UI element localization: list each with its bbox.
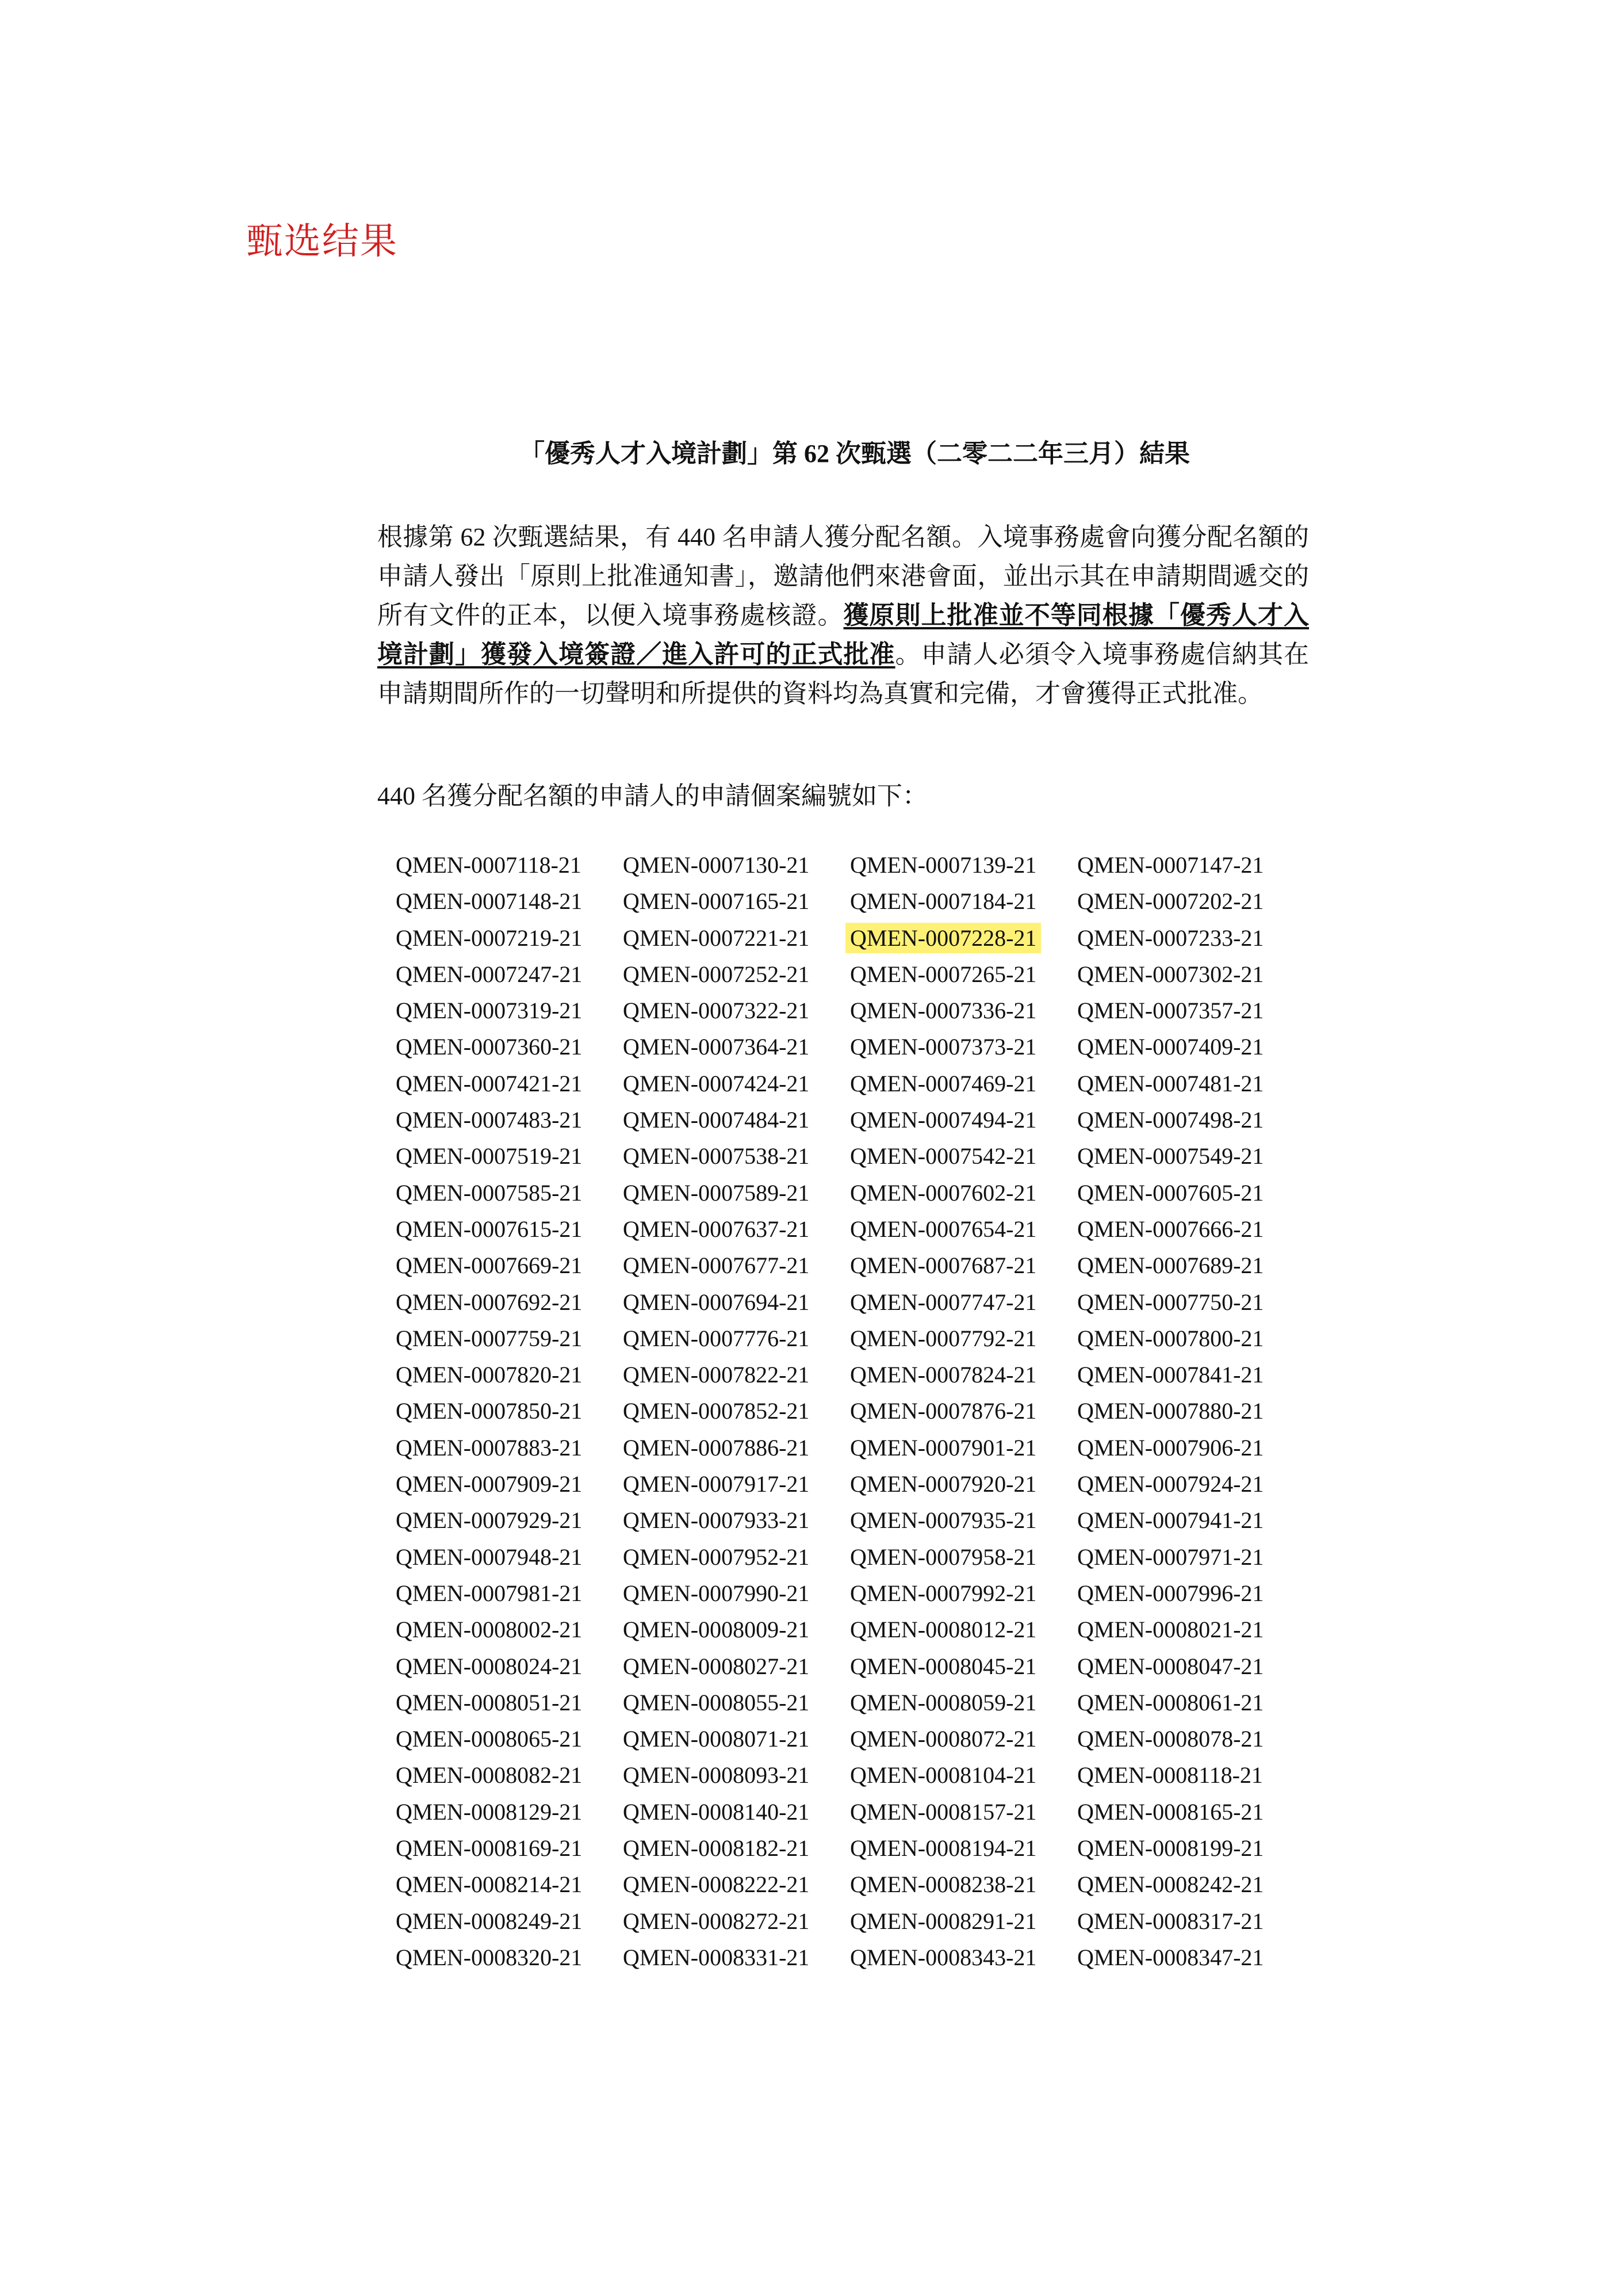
- case-number-text: QMEN-0007421-21: [396, 1070, 583, 1097]
- case-number-text: QMEN-0008009-21: [623, 1617, 810, 1643]
- case-number-text: QMEN-0007929-21: [396, 1507, 583, 1534]
- case-number-text: QMEN-0007792-21: [850, 1325, 1037, 1351]
- case-number: [380, 1466, 607, 1502]
- case-number: [834, 1903, 1061, 1939]
- case-number-text: QMEN-0007694-21: [623, 1289, 810, 1315]
- case-number: [380, 1102, 607, 1138]
- case-number-text: QMEN-0007906-21: [1077, 1434, 1264, 1461]
- case-number-text: QMEN-0007373-21: [850, 1034, 1037, 1060]
- case-number-text: QMEN-0008347-21: [1077, 1944, 1264, 1970]
- case-number: [607, 1502, 834, 1538]
- case-number: [380, 1684, 607, 1721]
- case-number: [607, 1648, 834, 1684]
- case-number-text: QMEN-0008140-21: [623, 1798, 810, 1825]
- case-number: [834, 1430, 1061, 1466]
- case-number: [1061, 1794, 1288, 1830]
- case-number: [607, 1611, 834, 1648]
- case-number: [380, 1648, 607, 1684]
- case-number: [607, 1794, 834, 1830]
- case-number: [607, 1247, 834, 1283]
- case-number: [380, 1939, 607, 1976]
- case-number-text: QMEN-0007219-21: [396, 924, 583, 951]
- case-number-text: QMEN-0007483-21: [396, 1107, 583, 1133]
- case-number: [834, 1138, 1061, 1174]
- case-number: [607, 1757, 834, 1793]
- case-number: [607, 1065, 834, 1102]
- case-number-text: QMEN-0007615-21: [396, 1216, 583, 1242]
- case-number-text: QMEN-0007917-21: [623, 1471, 810, 1497]
- case-number: [1061, 1357, 1288, 1393]
- case-number: [380, 1866, 607, 1902]
- intro-paragraph: [377, 518, 1309, 713]
- case-number-text: QMEN-0008061-21: [1077, 1689, 1264, 1716]
- case-number-text: QMEN-0007118-21: [396, 852, 581, 878]
- case-number-text: QMEN-0007481-21: [1077, 1070, 1264, 1097]
- case-number-text: QMEN-0007800-21: [1077, 1325, 1264, 1351]
- case-number: [834, 1648, 1061, 1684]
- case-number: [1061, 1029, 1288, 1065]
- case-number-text: QMEN-0007677-21: [623, 1252, 810, 1279]
- case-number-text: QMEN-0007941-21: [1077, 1507, 1264, 1534]
- case-number: [380, 1284, 607, 1320]
- case-number-text: QMEN-0007822-21: [623, 1362, 810, 1388]
- case-number-text: QMEN-0007498-21: [1077, 1107, 1264, 1133]
- case-number-text: QMEN-0007992-21: [850, 1580, 1037, 1606]
- case-number: [607, 1903, 834, 1939]
- case-number-text: QMEN-0007494-21: [850, 1107, 1037, 1133]
- case-number: [834, 1939, 1061, 1976]
- case-number-text: QMEN-0008291-21: [850, 1908, 1037, 1934]
- case-number-text: QMEN-0008238-21: [850, 1871, 1037, 1898]
- case-number: [607, 920, 834, 956]
- case-number-text: QMEN-0008222-21: [623, 1871, 810, 1898]
- case-number-text: QMEN-0008055-21: [623, 1689, 810, 1716]
- case-number: [607, 1684, 834, 1721]
- case-number: [380, 920, 607, 956]
- case-number-text: QMEN-0007750-21: [1077, 1289, 1264, 1315]
- case-number-text: QMEN-0007948-21: [396, 1544, 583, 1570]
- case-number-text: QMEN-0008272-21: [623, 1908, 810, 1934]
- case-number-text: QMEN-0007202-21: [1077, 888, 1264, 915]
- case-number-text: QMEN-0007247-21: [396, 961, 583, 987]
- case-number: [607, 1830, 834, 1866]
- case-number: [607, 1721, 834, 1757]
- case-list-heading: 440 名獲分配名額的申請人的申請個案編號如下：: [377, 782, 928, 810]
- case-number: [834, 847, 1061, 883]
- case-number: [834, 1611, 1061, 1648]
- case-number-text: QMEN-0007322-21: [623, 998, 810, 1024]
- case-number: [380, 1029, 607, 1065]
- case-number: [834, 1175, 1061, 1211]
- case-number: [834, 1102, 1061, 1138]
- case-number: [834, 956, 1061, 992]
- case-number-text: QMEN-0007221-21: [623, 924, 810, 951]
- case-number: [380, 883, 607, 919]
- case-number-text: QMEN-0008320-21: [396, 1944, 583, 1970]
- case-number: [380, 992, 607, 1029]
- case-number: [834, 1684, 1061, 1721]
- case-number: [1061, 1684, 1288, 1721]
- case-number: [834, 1502, 1061, 1538]
- case-number: [1061, 1247, 1288, 1283]
- case-number: [834, 1065, 1061, 1102]
- intro-emphasis: 獲原則上批准並不等同根據「優秀人才入境計劃」獲發入境簽證／進入許可的正式批准: [377, 601, 1309, 668]
- case-number: [834, 1575, 1061, 1611]
- case-number: [380, 1721, 607, 1757]
- case-number: [1061, 1721, 1288, 1757]
- case-number: [834, 1247, 1061, 1283]
- case-number-text: QMEN-0008169-21: [396, 1835, 583, 1862]
- case-number-text: QMEN-0007759-21: [396, 1325, 583, 1351]
- case-number: [834, 1866, 1061, 1902]
- case-number-text: QMEN-0007841-21: [1077, 1362, 1264, 1388]
- case-number: [834, 1466, 1061, 1502]
- intro-text: 根據第 62 次甄選結果，有 440 名申請人獲分配名額。入境事務處會向獲分配名額的申請人發出「原則上批准通知書」，邀請他們來港會面，並出示其在申請期間遞交的所有文件的正本，以便入境事務處核證。: [377, 523, 1309, 629]
- page-header: 甄选结果: [246, 221, 398, 262]
- case-number: [607, 956, 834, 992]
- case-number-text: QMEN-0008012-21: [850, 1617, 1037, 1643]
- case-number-text: QMEN-0008047-21: [1077, 1653, 1264, 1679]
- case-number-text: QMEN-0007605-21: [1077, 1179, 1264, 1206]
- case-number-text: QMEN-0008182-21: [623, 1835, 810, 1862]
- case-number-text: QMEN-0007920-21: [850, 1471, 1037, 1497]
- case-number-text: QMEN-0007692-21: [396, 1289, 583, 1315]
- case-number: [834, 1794, 1061, 1830]
- case-number: [607, 1138, 834, 1174]
- case-number-text: QMEN-0007850-21: [396, 1398, 583, 1424]
- case-number-text: QMEN-0007886-21: [623, 1434, 810, 1461]
- case-number-text: QMEN-0008045-21: [850, 1653, 1037, 1679]
- case-number-text: QMEN-0007990-21: [623, 1580, 810, 1606]
- case-number-text: QMEN-0007484-21: [623, 1107, 810, 1133]
- case-number-text: QMEN-0008317-21: [1077, 1908, 1264, 1934]
- case-number-text: QMEN-0007469-21: [850, 1070, 1037, 1097]
- case-number-text: QMEN-0007364-21: [623, 1034, 810, 1060]
- case-number-text: QMEN-0007542-21: [850, 1143, 1037, 1170]
- case-number-text: QMEN-0007184-21: [850, 888, 1037, 915]
- case-number-grid: [380, 847, 1300, 1976]
- case-number: [380, 1575, 607, 1611]
- intro-text-end: 。申請人必須令入境事務處信納其在申請期間所作的一切聲明和所提供的資料均為真實和完備，才會獲得正式批准。: [377, 640, 1310, 708]
- case-number-text: QMEN-0007876-21: [850, 1398, 1037, 1424]
- case-number-text: QMEN-0008199-21: [1077, 1835, 1264, 1862]
- case-number: [1061, 1284, 1288, 1320]
- case-number: [607, 1866, 834, 1902]
- case-number: [607, 883, 834, 919]
- case-number-text: QMEN-0007336-21: [850, 998, 1037, 1024]
- case-number: [380, 1539, 607, 1575]
- case-number-text: QMEN-0007302-21: [1077, 961, 1264, 987]
- case-number: [380, 1138, 607, 1174]
- case-number: [834, 1357, 1061, 1393]
- case-number: [607, 1939, 834, 1976]
- case-number-text: QMEN-0008104-21: [850, 1762, 1037, 1789]
- case-number-text: QMEN-0008331-21: [623, 1944, 810, 1970]
- case-number-text: QMEN-0008059-21: [850, 1689, 1037, 1716]
- case-number: [1061, 1466, 1288, 1502]
- case-number-text: QMEN-0007689-21: [1077, 1252, 1264, 1279]
- case-number-text: QMEN-0008165-21: [1077, 1798, 1264, 1825]
- case-number: [1061, 992, 1288, 1029]
- case-number: [380, 1794, 607, 1830]
- case-number-text: QMEN-0007130-21: [623, 852, 810, 878]
- case-number-text: QMEN-0007147-21: [1077, 852, 1264, 878]
- case-number: [834, 1539, 1061, 1575]
- case-number-text: QMEN-0008249-21: [396, 1908, 583, 1934]
- case-number-text: QMEN-0007519-21: [396, 1143, 583, 1170]
- case-number-text: QMEN-0007654-21: [850, 1216, 1037, 1242]
- case-number-text: QMEN-0007933-21: [623, 1507, 810, 1534]
- case-number-text: QMEN-0007409-21: [1077, 1034, 1264, 1060]
- case-number-text: QMEN-0007880-21: [1077, 1398, 1264, 1424]
- case-number-text: QMEN-0008118-21: [1077, 1762, 1263, 1789]
- case-number: [607, 1284, 834, 1320]
- case-number: [607, 1211, 834, 1247]
- case-number-text: QMEN-0008024-21: [396, 1653, 583, 1679]
- case-number: [834, 1830, 1061, 1866]
- case-number-text: QMEN-0007549-21: [1077, 1143, 1264, 1170]
- case-number: [607, 992, 834, 1029]
- case-number: [1061, 1430, 1288, 1466]
- case-number: [607, 1029, 834, 1065]
- case-number: [607, 1102, 834, 1138]
- case-number: [1061, 1320, 1288, 1357]
- case-number: [1061, 1866, 1288, 1902]
- case-number: [607, 1539, 834, 1575]
- case-number-text: QMEN-0007909-21: [396, 1471, 583, 1497]
- case-number-text: QMEN-0007148-21: [396, 888, 583, 915]
- case-number: [1061, 1211, 1288, 1247]
- case-number: [380, 1830, 607, 1866]
- case-number: [380, 1393, 607, 1429]
- case-number: [834, 883, 1061, 919]
- case-number-text: QMEN-0008242-21: [1077, 1871, 1264, 1898]
- case-number-text: QMEN-0007538-21: [623, 1143, 810, 1170]
- case-number: [380, 1502, 607, 1538]
- case-number: [607, 1357, 834, 1393]
- case-number: [1061, 1830, 1288, 1866]
- case-number: [834, 992, 1061, 1029]
- case-number: [1061, 1539, 1288, 1575]
- case-number-text: QMEN-0007165-21: [623, 888, 810, 915]
- case-number-text: QMEN-0007252-21: [623, 961, 810, 987]
- case-number-text: QMEN-0007852-21: [623, 1398, 810, 1424]
- document-title: 「優秀人才入境計劃」第 62 次甄選（二零二二年三月）結果: [519, 440, 1190, 468]
- case-number-text: QMEN-0007357-21: [1077, 998, 1264, 1024]
- case-number-text: QMEN-0007687-21: [850, 1252, 1037, 1279]
- case-number-text: QMEN-0007360-21: [396, 1034, 583, 1060]
- case-number: [380, 1757, 607, 1793]
- case-number: [607, 1430, 834, 1466]
- case-number: [1061, 1138, 1288, 1174]
- case-number: [607, 1575, 834, 1611]
- case-number: [1061, 883, 1288, 919]
- case-number-text: QMEN-0008214-21: [396, 1871, 583, 1898]
- case-number-text: QMEN-0007669-21: [396, 1252, 583, 1279]
- case-number: [1061, 1502, 1288, 1538]
- case-number-text: QMEN-0007666-21: [1077, 1216, 1264, 1242]
- case-number: [380, 1611, 607, 1648]
- case-number: [1061, 1065, 1288, 1102]
- case-number-text: QMEN-0008071-21: [623, 1726, 810, 1752]
- case-number-text: QMEN-0008021-21: [1077, 1617, 1264, 1643]
- case-number: [607, 1320, 834, 1357]
- case-number-text: QMEN-0007602-21: [850, 1179, 1037, 1206]
- case-number-text: QMEN-0007958-21: [850, 1544, 1037, 1570]
- case-number: [834, 1721, 1061, 1757]
- case-number: [1061, 1575, 1288, 1611]
- case-number-text: QMEN-0007139-21: [850, 852, 1037, 878]
- case-number-text: QMEN-0007996-21: [1077, 1580, 1264, 1606]
- case-number-text: QMEN-0008065-21: [396, 1726, 583, 1752]
- case-number-text: QMEN-0007824-21: [850, 1362, 1037, 1388]
- case-number-text: QMEN-0008051-21: [396, 1689, 583, 1716]
- case-number-text: QMEN-0008343-21: [850, 1944, 1037, 1970]
- case-number-text: QMEN-0007319-21: [396, 998, 583, 1024]
- case-number: [380, 1320, 607, 1357]
- case-number: [834, 1320, 1061, 1357]
- case-number: [1061, 1757, 1288, 1793]
- case-number: [607, 847, 834, 883]
- case-number-text: QMEN-0007637-21: [623, 1216, 810, 1242]
- case-number: [380, 1430, 607, 1466]
- case-number: [1061, 1175, 1288, 1211]
- case-number: [1061, 1648, 1288, 1684]
- case-number-text: QMEN-0007820-21: [396, 1362, 583, 1388]
- case-number-text: QMEN-0008072-21: [850, 1726, 1037, 1752]
- case-number: [1061, 920, 1288, 956]
- case-number-text: QMEN-0007589-21: [623, 1179, 810, 1206]
- case-number-text: QMEN-0007233-21: [1077, 924, 1264, 951]
- case-number: [834, 1211, 1061, 1247]
- case-number: [834, 1029, 1061, 1065]
- case-number-text: QMEN-0008157-21: [850, 1798, 1037, 1825]
- case-number: [1061, 1102, 1288, 1138]
- case-number-text: QMEN-0007971-21: [1077, 1544, 1264, 1570]
- case-number-text: QMEN-0008093-21: [623, 1762, 810, 1789]
- case-number-text: QMEN-0008002-21: [396, 1617, 583, 1643]
- case-number-text: QMEN-0007424-21: [623, 1070, 810, 1097]
- case-number-text: QMEN-0007585-21: [396, 1179, 583, 1206]
- case-number-text: QMEN-0007924-21: [1077, 1471, 1264, 1497]
- case-number: [1061, 956, 1288, 992]
- case-number: [380, 1357, 607, 1393]
- case-number-text: QMEN-0007901-21: [850, 1434, 1037, 1461]
- case-number: [1061, 1393, 1288, 1429]
- case-number: [380, 1211, 607, 1247]
- case-number: [1061, 1939, 1288, 1976]
- case-number-text: QMEN-0007981-21: [396, 1580, 583, 1606]
- case-number: [834, 1284, 1061, 1320]
- case-number: [1061, 1903, 1288, 1939]
- case-number: [380, 956, 607, 992]
- case-number-text: QMEN-0007747-21: [850, 1289, 1037, 1315]
- case-number-text: QMEN-0008082-21: [396, 1762, 583, 1789]
- case-number: [380, 1065, 607, 1102]
- case-number-text: QMEN-0008129-21: [396, 1798, 583, 1825]
- case-number-text: QMEN-0007228-21: [845, 923, 1041, 953]
- case-number-text: QMEN-0008194-21: [850, 1835, 1037, 1862]
- case-number: [607, 1175, 834, 1211]
- case-number: [1061, 1611, 1288, 1648]
- case-number: [380, 847, 607, 883]
- case-number: [380, 1175, 607, 1211]
- case-number: [380, 1247, 607, 1283]
- case-number-text: QMEN-0008078-21: [1077, 1726, 1264, 1752]
- highlighted-case-number: [834, 920, 1061, 956]
- case-number-text: QMEN-0007952-21: [623, 1544, 810, 1570]
- case-number-text: QMEN-0007265-21: [850, 961, 1037, 987]
- case-number-text: QMEN-0007935-21: [850, 1507, 1037, 1534]
- case-number: [1061, 847, 1288, 883]
- case-number-text: QMEN-0007776-21: [623, 1325, 810, 1351]
- case-number: [834, 1757, 1061, 1793]
- case-number: [834, 1393, 1061, 1429]
- case-number: [607, 1393, 834, 1429]
- case-number-text: QMEN-0007883-21: [396, 1434, 583, 1461]
- case-number: [380, 1903, 607, 1939]
- case-number-text: QMEN-0008027-21: [623, 1653, 810, 1679]
- case-number: [607, 1466, 834, 1502]
